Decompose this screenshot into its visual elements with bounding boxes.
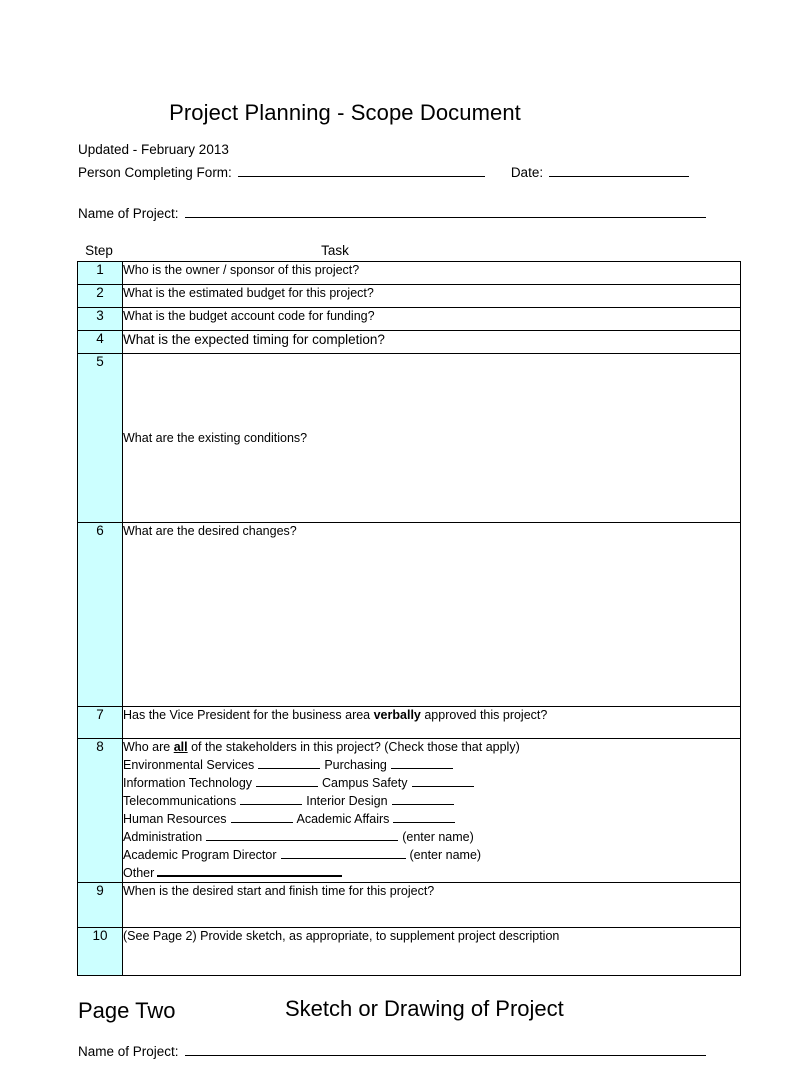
stakeholder-label-left: Information Technology (123, 775, 253, 790)
step-number-cell: 7 (78, 707, 123, 739)
stakeholder-blank-left[interactable] (240, 793, 302, 805)
table-row (78, 883, 741, 928)
question-text-before: Who are (123, 740, 174, 754)
stakeholders-question (123, 739, 740, 756)
stakeholder-label-left: Human Resources (123, 811, 227, 826)
column-header-task: Task (321, 243, 349, 258)
stakeholder-label-right: Campus Safety (322, 775, 408, 790)
updated-date-text: Updated - February 2013 (78, 142, 229, 157)
step-number-cell: 4 (78, 331, 123, 354)
academic-program-director-note: (enter name) (409, 848, 482, 863)
scope-task-table (77, 261, 741, 976)
task-text-emphasis: verbally (373, 708, 421, 722)
administration-input[interactable] (206, 829, 398, 841)
page-two-name-of-project-label: Name of Project: (78, 1044, 179, 1059)
stakeholder-blank-right[interactable] (392, 793, 454, 805)
person-completing-form-label-text: Person Completing Form: (78, 165, 232, 180)
task-text-after: approved this project? (420, 708, 548, 722)
table-row (78, 707, 741, 739)
step-number-cell: 2 (78, 285, 123, 308)
table-row (78, 331, 741, 354)
table-row (78, 739, 741, 883)
other-line (123, 864, 740, 882)
administration-note: (enter name) (402, 830, 474, 844)
stakeholder-checklist (123, 756, 740, 883)
table-row (78, 928, 741, 976)
task-cell[interactable] (123, 707, 741, 739)
person-completing-form-row (78, 163, 718, 183)
stakeholder-blank-left[interactable] (231, 811, 293, 823)
stakeholder-label-right: Interior Design (306, 793, 388, 808)
step-number-cell: 8 (78, 739, 123, 883)
step-number-cell: 3 (78, 308, 123, 331)
task-cell[interactable]: Who is the owner / sponsor of this project? (123, 262, 741, 285)
academic-program-director-input[interactable] (281, 847, 406, 859)
stakeholder-label-left: Environmental Services (123, 757, 255, 772)
task-cell[interactable]: What are the existing conditions? (123, 354, 741, 523)
task-cell-stakeholders[interactable] (123, 739, 741, 883)
stakeholder-label-right: Purchasing (324, 757, 387, 772)
step-number-cell: 9 (78, 883, 123, 928)
task-text-before: Has the Vice President for the business area (123, 708, 374, 722)
other-label: Other (123, 866, 155, 881)
table-row (78, 262, 741, 285)
stakeholder-blank-left[interactable] (258, 757, 320, 769)
task-cell[interactable]: What are the desired changes? (123, 523, 741, 707)
date-input[interactable] (549, 163, 689, 177)
stakeholder-line (123, 774, 740, 792)
academic-program-director-line (123, 846, 740, 864)
column-header-step: Step (85, 243, 113, 258)
date-label: Date: (510, 165, 544, 180)
academic-program-director-label: Academic Program Director (123, 848, 277, 863)
page-title: Project Planning - Scope Document (169, 100, 521, 125)
table-row (78, 354, 741, 523)
stakeholder-blank-right[interactable] (412, 775, 474, 787)
stakeholder-line (123, 792, 740, 810)
person-completing-form-label (78, 165, 232, 180)
step-number-cell: 1 (78, 262, 123, 285)
table-row (78, 285, 741, 308)
task-cell[interactable]: (See Page 2) Provide sketch, as appropriate, to supplement project description (123, 928, 741, 976)
administration-line (123, 828, 740, 846)
task-cell[interactable]: What is the budget account code for funding? (123, 308, 741, 331)
task-cell[interactable]: What is the expected timing for completion? (123, 331, 741, 354)
table-row (78, 308, 741, 331)
task-cell[interactable]: When is the desired start and finish time for this project? (123, 883, 741, 928)
sketch-section-title: Sketch or Drawing of Project (285, 996, 564, 1021)
administration-label: Administration (123, 830, 203, 844)
stakeholder-line (123, 756, 740, 774)
stakeholder-blank-right[interactable] (393, 811, 455, 823)
person-completing-form-input[interactable] (238, 163, 485, 177)
stakeholder-blank-right[interactable] (391, 757, 453, 769)
stakeholder-label-right: Academic Affairs (296, 811, 390, 826)
page-two-name-of-project-input[interactable] (185, 1042, 706, 1056)
page-two-name-of-project-row (78, 1042, 738, 1062)
question-text-emphasis: all (173, 740, 188, 754)
name-of-project-input[interactable] (185, 204, 706, 218)
question-text-after: of the stakeholders in this project? (Check those that apply) (187, 740, 520, 754)
stakeholder-blank-left[interactable] (256, 775, 318, 787)
task-cell[interactable]: What is the estimated budget for this project? (123, 285, 741, 308)
name-of-project-label: Name of Project: (78, 206, 179, 221)
stakeholder-line (123, 810, 740, 828)
page-two-label: Page Two (78, 998, 176, 1023)
other-input[interactable] (157, 864, 342, 877)
step-number-cell: 6 (78, 523, 123, 707)
step-number-cell: 10 (78, 928, 123, 976)
name-of-project-row (78, 204, 738, 224)
table-row (78, 523, 741, 707)
stakeholder-label-left: Telecommunications (123, 793, 237, 808)
step-number-cell: 5 (78, 354, 123, 523)
